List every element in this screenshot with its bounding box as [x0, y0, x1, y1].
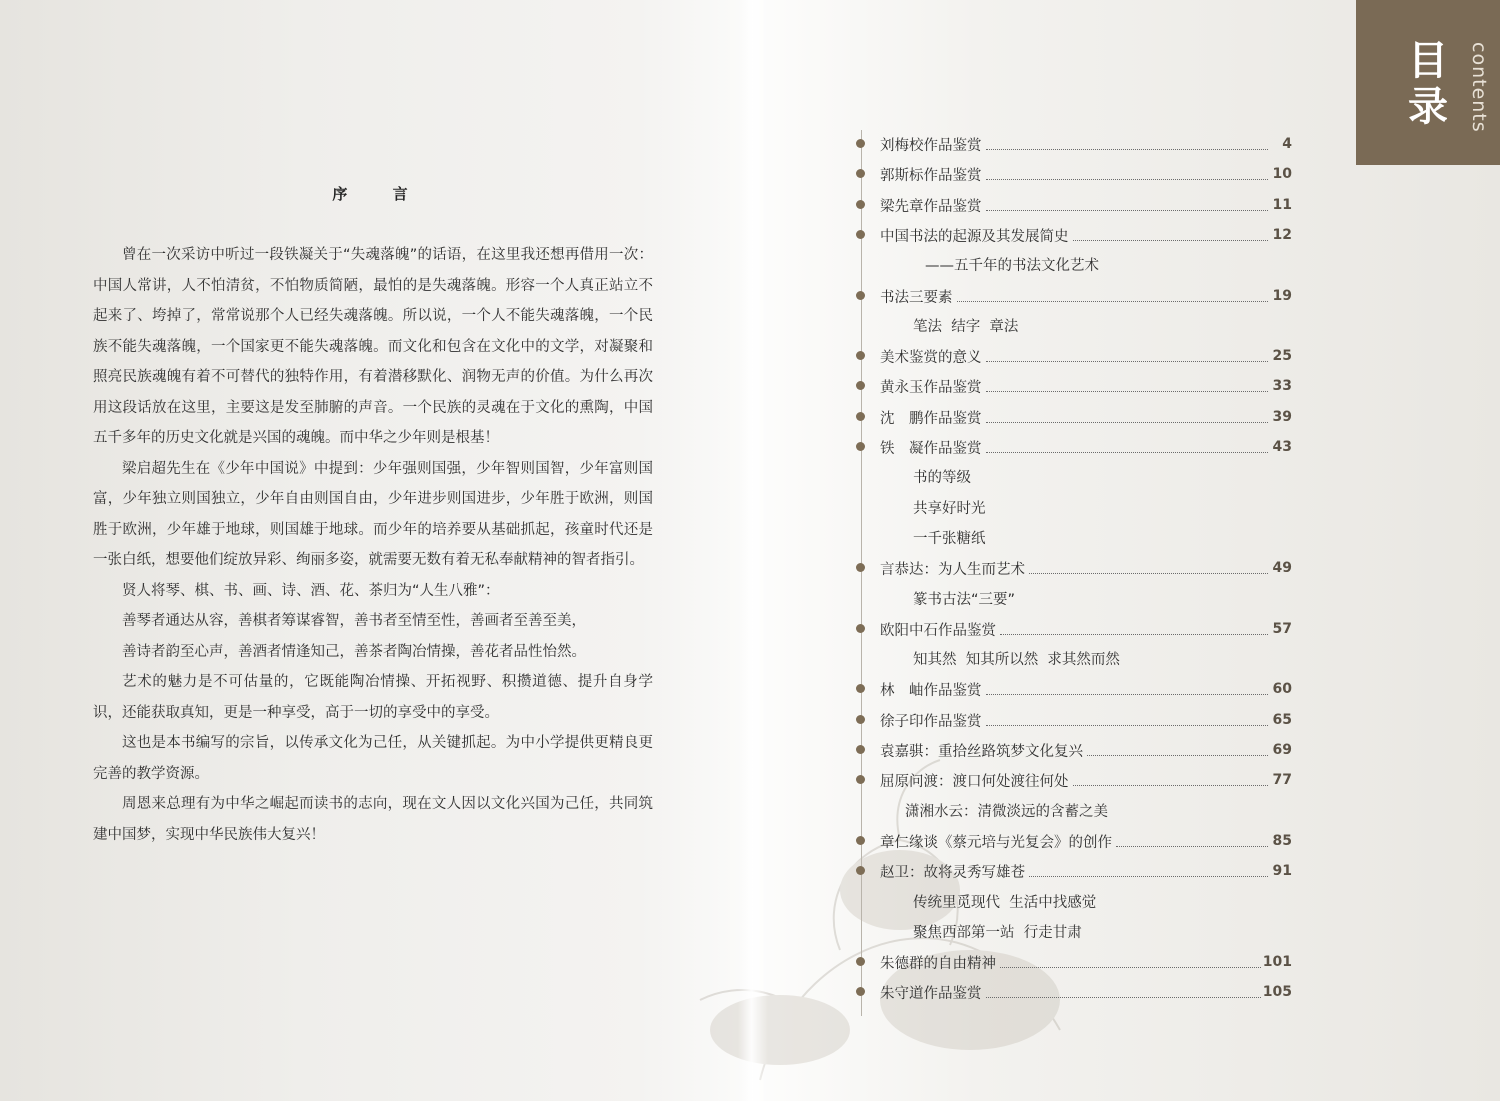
toc-subentry: 一千张糖纸	[913, 531, 986, 547]
toc-bullet-icon	[856, 715, 865, 724]
toc-leader-dots	[1000, 956, 1261, 968]
toc-entry[interactable]	[880, 375, 1292, 397]
preface-paragraph: 梁启超先生在《少年中国说》中提到：少年强则国强，少年智则国智，少年富则国富，少年独立则国独立，少年自由则国自由，少年进步则国进步，少年胜于欧洲，则国胜于欧洲，少年雄于地球，则国雄于地球。而少年的培养要从基础抓起，孩童时代还是一张白纸，想要他们绽放异彩、绚丽多姿，就需要无数有着无私奉献精神的智者指引。	[93, 460, 653, 568]
toc-page-number: 85	[1272, 833, 1292, 849]
toc-page-number: 12	[1272, 227, 1292, 243]
toc-entry[interactable]	[880, 981, 1292, 1003]
toc-entry-title: 欧阳中石作品鉴赏	[880, 622, 996, 639]
toc-leader-dots	[1029, 865, 1268, 877]
toc-entry-title: 郭斯标作品鉴赏	[880, 167, 982, 184]
toc-page-number: 57	[1272, 621, 1292, 637]
toc-page-number: 25	[1272, 348, 1292, 364]
toc-leader-dots	[957, 290, 1269, 302]
toc-entry[interactable]	[880, 436, 1292, 458]
toc-entry[interactable]	[880, 133, 1292, 155]
toc-page-number: 19	[1272, 288, 1292, 304]
toc-entry-title: 铁 凝作品鉴赏	[880, 440, 982, 457]
toc-subentry: 共享好时光	[913, 501, 986, 517]
toc-entry[interactable]	[880, 163, 1292, 185]
toc-page-number: 69	[1272, 742, 1292, 758]
toc-page-number: 10	[1272, 166, 1292, 182]
toc-page-number: 65	[1272, 712, 1292, 728]
toc-entry[interactable]	[880, 557, 1292, 579]
toc-entry-title: 黄永玉作品鉴赏	[880, 379, 982, 396]
toc-leader-dots	[986, 411, 1269, 423]
toc-entry[interactable]	[880, 678, 1292, 700]
toc-bullet-icon	[856, 412, 865, 421]
toc-bullet-icon	[856, 230, 865, 239]
toc-bullet-icon	[856, 866, 865, 875]
toc-entry-title: 刘梅校作品鉴赏	[880, 137, 982, 154]
toc-bullet-icon	[856, 139, 865, 148]
toc-leader-dots	[986, 683, 1269, 695]
toc-entry[interactable]	[880, 951, 1292, 973]
toc-bullet-icon	[856, 775, 865, 784]
toc-entry-title: 屈原问渡：渡口何处渡往何处	[880, 773, 1069, 790]
toc-bullet-icon	[856, 351, 865, 360]
preface-paragraph: 这也是本书编写的宗旨，以传承文化为己任，从关键抓起。为中小学提供更精良更完善的教学资源。	[93, 735, 653, 782]
toc-leader-dots	[986, 380, 1269, 392]
toc-leader-dots	[986, 714, 1269, 726]
preface-paragraph: 贤人将琴、棋、书、画、诗、酒、花、茶归为“人生八雅”：	[122, 582, 500, 599]
toc-page-number: 43	[1272, 439, 1292, 455]
contents-title-en: contents	[1468, 42, 1490, 133]
toc-leader-dots	[1087, 744, 1268, 756]
toc-page-number: 4	[1282, 136, 1292, 152]
toc-subentry: 知其然 知其所以然 求其然而然	[913, 652, 1120, 668]
toc-entry-title: 朱守道作品鉴赏	[880, 985, 982, 1002]
toc-subentry: 篆书古法“三要”	[913, 592, 1016, 608]
toc-entry[interactable]	[880, 860, 1292, 882]
toc-leader-dots	[986, 138, 1269, 150]
toc-page-number: 33	[1272, 378, 1292, 394]
preface-paragraph: 善诗者韵至心声，善酒者情逢知己，善茶者陶冶情操，善花者品性怡然。	[122, 643, 586, 660]
toc-subentry: 笔法 结字 章法	[913, 319, 1019, 335]
toc-page-number: 77	[1272, 772, 1292, 788]
toc-entry[interactable]	[880, 224, 1292, 246]
toc-leader-dots	[986, 168, 1269, 180]
toc-entry-title: 赵卫：故将灵秀写雄苍	[880, 864, 1025, 881]
toc-leader-dots	[1029, 562, 1268, 574]
toc-leader-dots	[986, 199, 1269, 211]
toc-entry[interactable]	[880, 285, 1292, 307]
toc-entry[interactable]	[880, 618, 1292, 640]
toc-leader-dots	[1073, 229, 1269, 241]
toc-entry[interactable]	[880, 406, 1292, 428]
toc-page-number: 49	[1272, 560, 1292, 576]
preface-paragraph: 善琴者通达从容，善棋者筹谋睿智，善书者至情至性，善画者至善至美，	[122, 613, 586, 629]
toc-bullet-icon	[856, 684, 865, 693]
toc-bullet-icon	[856, 745, 865, 754]
contents-title-cn: 目录	[1408, 38, 1448, 130]
toc-subentry: 书的等级	[913, 470, 971, 486]
toc-entry-title: 美术鉴赏的意义	[880, 349, 982, 366]
toc-entry[interactable]	[880, 739, 1292, 761]
toc-bullet-icon	[856, 291, 865, 300]
preface-title: 序 言	[332, 185, 428, 203]
toc-leader-dots	[986, 441, 1269, 453]
toc-entry-title: 书法三要素	[880, 289, 953, 306]
toc-bullet-icon	[856, 169, 865, 178]
toc-page-number: 101	[1262, 954, 1292, 970]
toc-leader-dots	[1073, 774, 1269, 786]
toc-entry-title: 梁先章作品鉴赏	[880, 198, 982, 215]
toc-page-number: 91	[1272, 863, 1292, 879]
toc-leader-dots	[1000, 623, 1268, 635]
toc-bullet-icon	[856, 381, 865, 390]
toc-entry-title: 林 岫作品鉴赏	[880, 682, 982, 699]
toc-entry-title: 袁嘉骐：重拾丝路筑梦文化复兴	[880, 743, 1083, 760]
toc-entry-title: 沈 鹏作品鉴赏	[880, 410, 982, 427]
toc-page-number: 60	[1272, 681, 1292, 697]
toc-entry-title: 朱德群的自由精神	[880, 955, 996, 972]
toc-entry-title: 徐子印作品鉴赏	[880, 713, 982, 730]
preface-paragraph: 曾在一次采访中听过一段铁凝关于“失魂落魄”的话语，在这里我还想再借用一次：中国人常讲，人不怕清贫，不怕物质简陋，最怕的是失魂落魄。形容一个人真正站立不起来了、垮掉了，常常说那个人已经失魂落魄。所以说，一个人不能失魂落魄，一个民族不能失魂落魄，一个国家更不能失魂落魄。而文化和包含在文化中的文学，对凝聚和照亮民族魂魄有着不可替代的独特作用，有着潜移默化、润物无声的价值。为什么再次用这段话放在这里，主要这是发至肺腑的声音。一个民族的灵魂在于文化的熏陶，中国五千多年的历史文化就是兴国的魂魄。而中华之少年则是根基！	[93, 247, 653, 446]
toc-bullet-icon	[856, 442, 865, 451]
preface-paragraph: 艺术的魅力是不可估量的，它既能陶冶情操、开拓视野、积攒道德、提升自身学识，还能获取真知，更是一种享受，高于一切的享受中的享受。	[93, 674, 653, 721]
toc-subentry: 潇湘水云：清微淡远的含蓄之美	[905, 804, 1108, 820]
toc-subentry: 聚焦西部第一站 行走甘肃	[913, 925, 1082, 941]
toc-bullet-icon	[856, 200, 865, 209]
toc-bullet-icon	[856, 987, 865, 996]
toc-bullet-icon	[856, 624, 865, 633]
toc-bullet-icon	[856, 957, 865, 966]
toc-page-number: 39	[1272, 409, 1292, 425]
toc-entry[interactable]	[880, 345, 1292, 367]
toc-entry[interactable]	[880, 194, 1292, 216]
toc-entry-title: 中国书法的起源及其发展简史	[880, 228, 1069, 245]
toc-entry[interactable]	[880, 830, 1292, 852]
preface-paragraph: 周恩来总理有为中华之崛起而读书的志向，现在文人因以文化兴国为己任，共同筑建中国梦，实现中华民族伟大复兴！	[93, 796, 653, 843]
toc-entry[interactable]	[880, 769, 1292, 791]
toc-leader-dots	[1116, 835, 1268, 847]
toc-leader-dots	[986, 986, 1261, 998]
toc-entry-title: 言恭达：为人生而艺术	[880, 561, 1025, 578]
toc-subentry: ——五千年的书法文化艺术	[925, 258, 1099, 274]
toc-page-number: 105	[1262, 984, 1292, 1000]
toc-subentry: 传统里觅现代 生活中找感觉	[913, 895, 1097, 911]
toc-bullet-icon	[856, 563, 865, 572]
toc-bullet-icon	[856, 836, 865, 845]
toc-leader-dots	[986, 350, 1269, 362]
toc-entry[interactable]	[880, 709, 1292, 731]
toc-page-number: 11	[1272, 197, 1292, 213]
toc-entry-title: 章仁缘谈《蔡元培与光复会》的创作	[880, 834, 1112, 851]
